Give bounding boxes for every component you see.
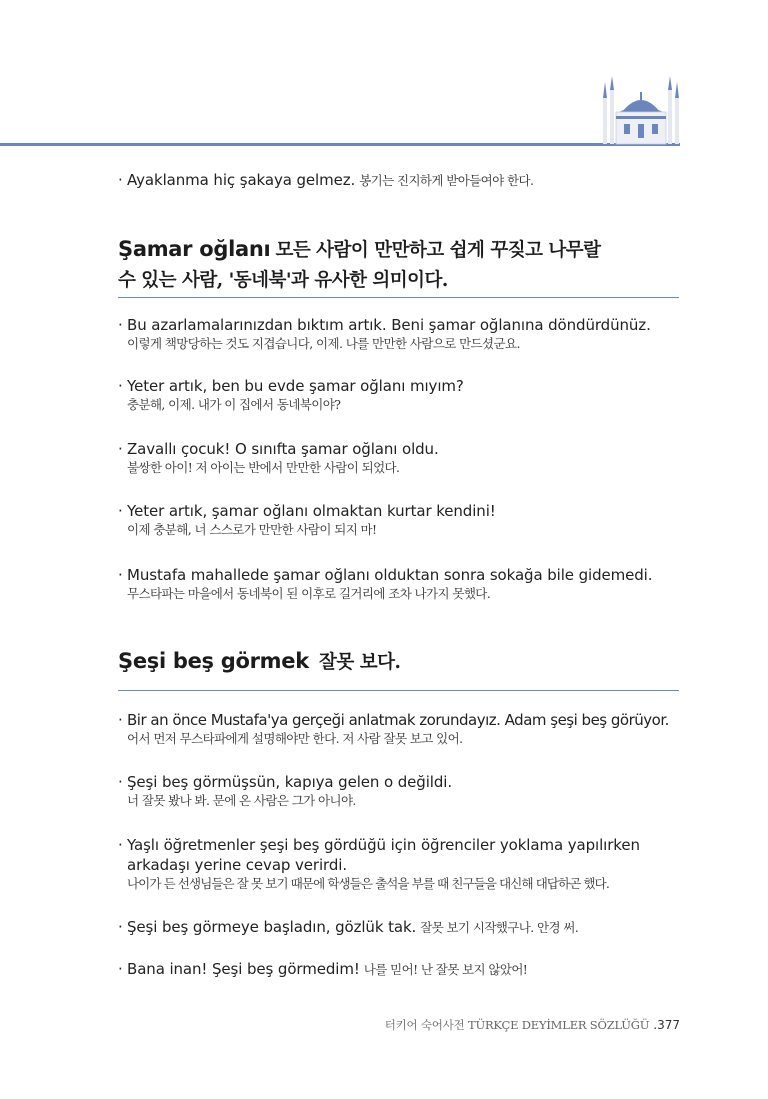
entry-title-sesi [118,646,683,678]
bullet: · [118,316,123,334]
example-tr: Yeter artık, şamar oğlanı olmaktan kurtar kendini! [127,502,496,520]
example-tr: Şeşi beş görmüşsün, kapıya gelen o değildi. [127,773,453,791]
example-ko: 나를 믿어! 난 잘못 보지 않았어! [363,962,528,977]
bullet: · [118,773,123,791]
example-tr: Zavallı çocuk! O sınıfta şamar oğlanı oldu. [127,440,439,458]
example-tr: Bana inan! Şeşi beş görmedim! [127,960,360,978]
list-item [118,501,693,539]
list-item [118,439,693,477]
mosque-icon [600,76,682,146]
example-ko: 어서 먼저 무스타파에게 설명해야만 한다. 저 사람 잘못 보고 있어. [127,731,463,746]
example-tr: Yaşlı öğretmenler şeşi beş gördüğü için öğrenciler yoklama yapılırken [127,836,640,854]
list-item [118,710,693,748]
list-item [118,772,693,810]
example-tr: Bu azarlamalarınızdan bıktım artık. Beni şamar oğlanına döndürdünüz. [127,316,651,334]
entry1-meaning-line1: 모든 사람이 만만하고 쉽게 꾸짖고 나무랄 [275,240,601,261]
example-ko: 나이가 든 선생님들은 잘 못 보기 때문에 학생들은 출석을 부를 때 친구들을 대신해 대답하곤 했다. [127,876,609,891]
bullet: · [118,171,123,189]
list-item [118,835,693,893]
entry1-title: Şamar oğlanı [118,237,271,261]
list-item [118,315,693,353]
intro-tr: Ayaklanma hiç şakaya gelmez. [127,171,356,189]
example-ko: 이렇게 책망당하는 것도 지겹습니다, 이제. 나를 만만한 사람으로 만드셨군요. [127,336,520,351]
bullet: · [118,502,123,520]
list-item [118,917,693,938]
example-tr: Şeşi beş görmeye başladın, gözlük tak. [127,918,417,936]
entry-title-samar [118,234,683,296]
example-ko: 무스타파는 마을에서 동네북이 된 이후로 길거리에 조차 나가지 못했다. [127,586,491,601]
bullet: · [118,960,123,978]
example-ko: 이제 충분해, 너 스스로가 만만한 사람이 되지 마! [127,522,377,537]
bullet: · [118,836,123,854]
footer-title: 터키어 숙어사전 TÜRKÇE DEYİMLER SÖZLÜĞÜ [384,1018,650,1032]
example-tr-cont: arkadaşı yerine cevap verirdi. [127,856,348,874]
bullet: · [118,440,123,458]
header-rule [0,143,680,146]
example-tr: Bir an önce Mustafa'ya gerçeği anlatmak zorundayız. Adam şeşi beş görüyor. [127,711,669,729]
entry2-meaning: 잘못 보다. [319,652,401,673]
bullet: · [118,711,123,729]
page-number: .377 [653,1018,680,1032]
intro-example [118,170,693,191]
list-item [118,565,693,603]
intro-ko: 봉기는 진지하게 받아들여야 한다. [359,173,534,188]
example-tr: Mustafa mahallede şamar oğlanı olduktan sonra sokağa bile gidemedi. [127,566,653,584]
entry2-rule [118,690,679,691]
bullet: · [118,566,123,584]
page-footer [385,1017,680,1033]
entry2-title: Şeşi beş görmek [118,649,309,673]
list-item [118,959,693,980]
bullet: · [118,377,123,395]
example-ko: 잘못 보기 시작했구나. 안경 써. [420,920,579,935]
example-tr: Yeter artık, ben bu evde şamar oğlanı mıyım? [127,377,464,395]
list-item [118,376,693,414]
entry1-rule [118,297,679,298]
bullet: · [118,918,123,936]
example-ko: 충분해, 이제. 내가 이 집에서 동네북이야? [127,397,341,412]
example-ko: 너 잘못 봤나 봐. 문에 온 사람은 그가 아니야. [127,793,356,808]
entry1-meaning-line2: 수 있는 사람, '동네북'과 유사한 의미이다. [118,270,448,291]
example-ko: 불쌍한 아이! 저 아이는 반에서 만만한 사람이 되었다. [127,460,400,475]
